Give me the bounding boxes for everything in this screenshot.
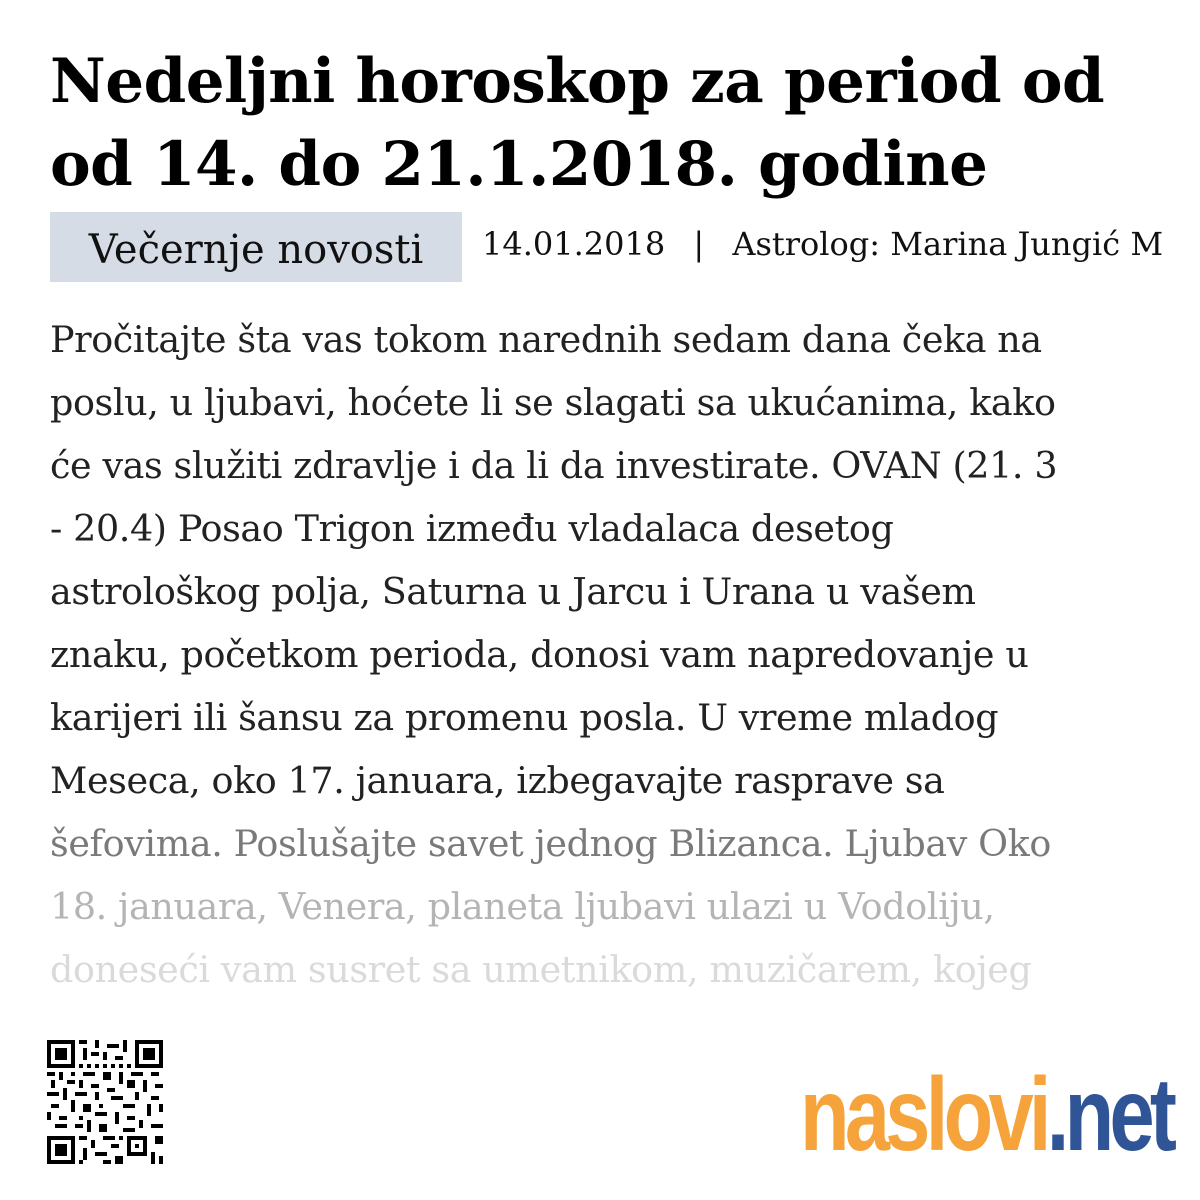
logo-domain: .net — [1046, 1057, 1173, 1173]
headline-line: Nedeljni horoskop za period od — [50, 46, 1105, 117]
qr-code-icon[interactable] — [46, 1040, 164, 1164]
body-line: astrološkog polja, Saturna u Jarcu i Urana u vašem — [50, 570, 976, 613]
body-line: poslu, u ljubavi, hoćete li se slagati sa ukućanima, kako — [50, 381, 1056, 424]
naslovi-logo[interactable] — [800, 1057, 1173, 1173]
body-line: Pročitajte šta vas tokom narednih sedam dana čeka na — [50, 318, 1042, 361]
author-name: Astrolog: Marina Jungić M — [732, 225, 1164, 263]
body-line: karijeri ili šansu za promenu posla. U vreme mladog — [50, 696, 999, 739]
body-line-faded: doneseći vam susret sa umetnikom, muzičarem, kojeg — [50, 948, 1032, 991]
body-line: će vas služiti zdravlje i da li da investirate. OVAN (21. 3 — [50, 444, 1058, 487]
article-body — [50, 308, 1180, 998]
source-badge[interactable]: Večernje novosti — [50, 212, 462, 282]
logo-wordmark: naslovi — [800, 1057, 1047, 1173]
article-headline — [50, 40, 1170, 206]
article-meta — [50, 212, 1200, 284]
byline — [482, 224, 1163, 264]
headline-line: od 14. do 21.1.2018. godine — [50, 129, 988, 200]
body-line-faded: 18. januara, Venera, planeta ljubavi ulazi u Vodoliju, — [50, 885, 995, 928]
publish-date: 14.01.2018 — [482, 225, 666, 263]
body-line: - 20.4) Posao Trigon između vladalaca desetog — [50, 507, 894, 550]
body-line: Meseca, oko 17. januara, izbegavajte rasprave sa — [50, 759, 945, 802]
meta-separator: | — [693, 225, 705, 263]
body-line: znaku, početkom perioda, donosi vam napredovanje u — [50, 633, 1029, 676]
body-line-faded: šefovima. Poslušajte savet jednog Blizanca. Ljubav Oko — [50, 822, 1051, 865]
